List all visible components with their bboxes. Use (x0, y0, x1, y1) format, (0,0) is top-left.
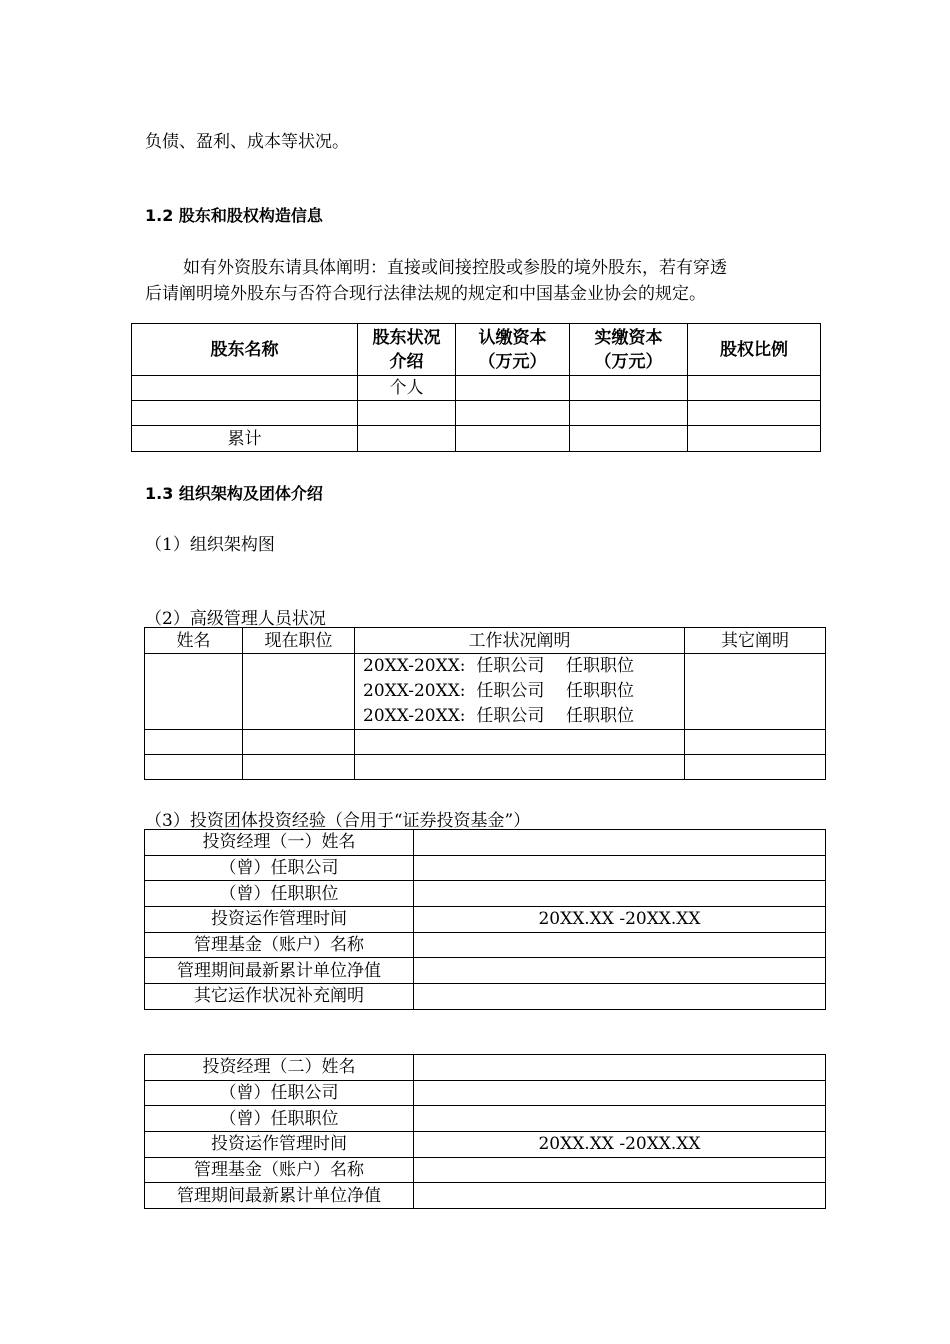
table-cell (688, 376, 821, 401)
table-row (145, 958, 826, 984)
manager-1-table (144, 829, 826, 1010)
col-header: 其它阐明 (685, 628, 826, 654)
table-row (132, 401, 821, 426)
table-row (145, 1157, 826, 1183)
row-label: 管理期间最新累计单位净值 (145, 1183, 414, 1209)
table-row (145, 755, 826, 780)
paragraph-line-1: 如有外资股东请具体阐明：直接或间接控股或参股的境外股东，若有穿透 (183, 258, 727, 278)
table-row (145, 984, 826, 1010)
row-label: （曾）任职职位 (145, 881, 414, 907)
table-cell (456, 426, 570, 452)
management-table (144, 627, 826, 780)
table-row (145, 1055, 826, 1081)
work-history-line: 20XX-20XX: 任职公司 任职职位 (363, 681, 634, 701)
table-cell (243, 654, 355, 730)
table-row (145, 730, 826, 755)
table-row (145, 907, 826, 933)
row-label: 管理基金（账户）名称 (145, 1157, 414, 1183)
table-row (145, 654, 826, 730)
row-value (414, 1080, 826, 1106)
table-cell (456, 401, 570, 426)
col-header: 股权比例 (688, 324, 821, 376)
col-header: 股东名称 (132, 324, 358, 376)
row-value: 20XX.XX -20XX.XX (414, 907, 826, 933)
table-cell (688, 401, 821, 426)
table-cell (243, 730, 355, 755)
intro-text: 负债、盈利、成本等状况。 (145, 132, 349, 152)
subheading-org-chart: （1）组织架构图 (145, 535, 275, 555)
table-row-total (132, 426, 821, 452)
row-value (414, 984, 826, 1010)
table-cell (358, 426, 456, 452)
shareholder-table (131, 323, 821, 452)
row-value: 20XX.XX -20XX.XX (414, 1132, 826, 1158)
work-history-line: 20XX-20XX: 任职公司 任职职位 (363, 706, 634, 726)
subheading-senior-management: （2）高级管理人员状况 (145, 609, 326, 629)
section-heading-1-2: 1.2 股东和股权构造信息 (145, 206, 323, 225)
table-cell (145, 730, 243, 755)
table-cell: 个人 (358, 376, 456, 401)
table-row (145, 855, 826, 881)
col-header: 工作状况阐明 (355, 628, 685, 654)
row-label: 投资运作管理时间 (145, 907, 414, 933)
row-label: 投资经理（二）姓名 (145, 1055, 414, 1081)
col-header: 认缴资本（万元） (456, 324, 570, 376)
row-value (414, 855, 826, 881)
work-history-cell (355, 654, 685, 730)
row-label: 投资经理（一）姓名 (145, 830, 414, 856)
row-label: （曾）任职公司 (145, 1080, 414, 1106)
table-cell (688, 426, 821, 452)
table-cell (355, 730, 685, 755)
table-header-row (145, 628, 826, 654)
table-cell (570, 401, 688, 426)
row-value (414, 1106, 826, 1132)
table-row (145, 1080, 826, 1106)
table-cell (685, 654, 826, 730)
row-label: （曾）任职公司 (145, 855, 414, 881)
manager-2-table (144, 1054, 826, 1209)
table-header-row (132, 324, 821, 376)
table-cell (456, 376, 570, 401)
subheading-investment-experience: （3）投资团体投资经验（合用于“证券投资基金”） (145, 811, 531, 831)
row-value (414, 1055, 826, 1081)
table-row (145, 1183, 826, 1209)
row-value (414, 1157, 826, 1183)
row-label: 其它运作状况补充阐明 (145, 984, 414, 1010)
table-cell (570, 376, 688, 401)
table-row (145, 830, 826, 856)
table-cell (243, 755, 355, 780)
table-row (145, 932, 826, 958)
row-value (414, 932, 826, 958)
table-cell (685, 755, 826, 780)
row-label: 投资运作管理时间 (145, 1132, 414, 1158)
section-heading-1-3: 1.3 组织架构及团体介绍 (145, 484, 323, 503)
row-value (414, 958, 826, 984)
work-history-line: 20XX-20XX: 任职公司 任职职位 (363, 656, 634, 676)
table-cell (355, 755, 685, 780)
table-row (145, 1106, 826, 1132)
row-value (414, 830, 826, 856)
col-header: 姓名 (145, 628, 243, 654)
table-row (145, 881, 826, 907)
col-header: 股东状况介绍 (358, 324, 456, 376)
col-header: 现在职位 (243, 628, 355, 654)
table-cell (570, 426, 688, 452)
table-cell: 累计 (132, 426, 358, 452)
row-label: 管理基金（账户）名称 (145, 932, 414, 958)
row-label: （曾）任职职位 (145, 1106, 414, 1132)
table-row (145, 1132, 826, 1158)
paragraph-line-2: 后请阐明境外股东与否符合现行法律法规的规定和中国基金业协会的规定。 (145, 284, 706, 304)
row-value (414, 1183, 826, 1209)
table-row (132, 376, 821, 401)
table-cell (132, 401, 358, 426)
col-header: 实缴资本（万元） (570, 324, 688, 376)
table-cell (358, 401, 456, 426)
table-cell (145, 654, 243, 730)
row-value (414, 881, 826, 907)
row-label: 管理期间最新累计单位净值 (145, 958, 414, 984)
table-cell (685, 730, 826, 755)
table-cell (132, 376, 358, 401)
table-cell (145, 755, 243, 780)
